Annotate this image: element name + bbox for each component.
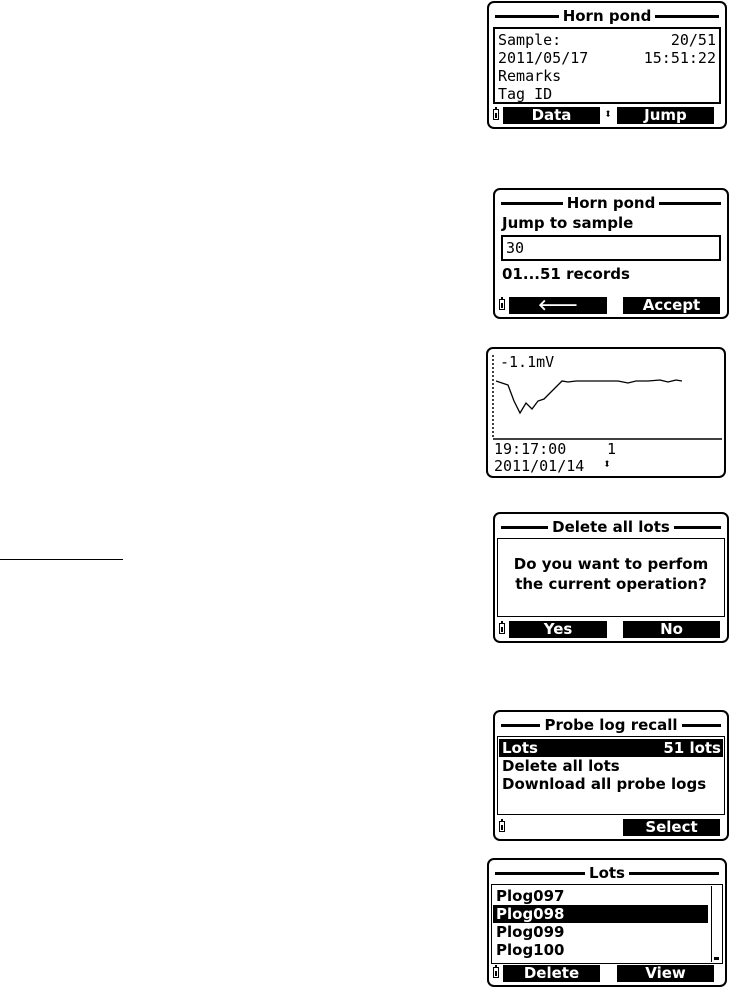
lots-list xyxy=(491,884,723,964)
lot-name: Plog097 xyxy=(496,887,565,905)
battery-icon xyxy=(493,967,499,978)
no-button[interactable]: No xyxy=(623,621,720,638)
lot-name: Plog100 xyxy=(496,941,565,959)
yes-button[interactable]: Yes xyxy=(509,621,607,638)
accept-button[interactable]: Accept xyxy=(623,297,720,314)
screen-graph xyxy=(486,347,726,478)
softkey-bar xyxy=(498,297,724,314)
tag-id-item[interactable]: Tag ID xyxy=(498,85,553,103)
screen-title-bar xyxy=(501,194,721,212)
delete-button[interactable]: Delete xyxy=(503,965,600,982)
menu-item-label: Delete all lots xyxy=(502,757,620,775)
battery-icon xyxy=(499,299,505,310)
menu-item-label: Lots xyxy=(502,739,538,757)
screen-title: Lots xyxy=(589,864,625,882)
up-down-arrow-icon[interactable]: ⬍ xyxy=(603,457,611,472)
jump-button[interactable]: Jump xyxy=(617,107,714,124)
view-button[interactable]: View xyxy=(617,965,714,982)
sample-label: Sample: xyxy=(498,31,562,49)
screen-title-bar xyxy=(501,518,721,536)
confirm-question-line1: Do you want to perfom xyxy=(513,555,709,573)
page-rule xyxy=(0,559,123,560)
softkey-bar xyxy=(498,819,724,836)
graph-reading: -1.1mV xyxy=(500,353,555,371)
screen-title: Probe log recall xyxy=(544,716,678,734)
screen-title: Horn pond xyxy=(562,7,652,25)
log-time: 15:51:22 xyxy=(643,49,716,67)
list-item[interactable] xyxy=(493,941,708,959)
select-button[interactable]: Select xyxy=(623,819,720,836)
graph-date: 2011/01/14 xyxy=(494,457,585,475)
screen-title-bar xyxy=(495,7,719,25)
menu-item-lots[interactable] xyxy=(499,739,723,757)
confirm-question-line2: the current operation? xyxy=(515,575,707,593)
battery-icon xyxy=(493,109,499,120)
data-button[interactable]: Data xyxy=(503,107,600,124)
graph-index: 1 xyxy=(607,440,617,458)
sample-number-value: 30 xyxy=(506,239,525,257)
menu-list xyxy=(497,736,725,815)
battery-icon xyxy=(499,821,505,832)
lots-count: 51 lots xyxy=(663,739,721,757)
screen-probe-log-recall xyxy=(493,710,729,841)
lot-name: Plog098 xyxy=(496,905,565,923)
scrollbar-thumb[interactable] xyxy=(714,957,719,960)
jump-prompt: Jump to sample xyxy=(502,214,634,232)
sample-number-input[interactable] xyxy=(501,235,721,261)
records-range: 01...51 records xyxy=(502,265,630,283)
menu-item-delete-all-lots[interactable] xyxy=(499,757,723,775)
screen-title: Delete all lots xyxy=(552,518,670,536)
data-panel xyxy=(493,27,721,104)
screen-jump-to-sample xyxy=(493,188,729,319)
softkey-bar xyxy=(492,965,722,982)
screen-log-data xyxy=(487,1,727,129)
lot-name: Plog099 xyxy=(496,923,565,941)
graph-trace xyxy=(496,380,682,413)
scrollbar[interactable] xyxy=(711,886,721,962)
menu-item-label: Download all probe logs xyxy=(502,775,707,793)
list-item[interactable] xyxy=(493,887,708,905)
screen-title-bar xyxy=(495,864,719,882)
list-item[interactable] xyxy=(493,923,708,941)
softkey-bar xyxy=(498,621,724,638)
softkey-bar xyxy=(492,107,722,124)
screen-lots xyxy=(487,858,727,987)
graph-time: 19:17:00 xyxy=(494,440,567,458)
back-arrow-button[interactable]: 🡐 xyxy=(509,297,607,314)
screen-title: Horn pond xyxy=(566,194,656,212)
screen-title-bar xyxy=(501,716,721,734)
sample-value: 20/51 xyxy=(670,31,716,49)
up-down-arrow-icon: ⬍ xyxy=(604,107,612,122)
battery-icon xyxy=(499,623,505,634)
screen-delete-confirm xyxy=(493,512,729,643)
confirm-panel xyxy=(497,538,725,617)
list-item-selected[interactable] xyxy=(493,905,708,923)
menu-item-download-all-probe-logs[interactable] xyxy=(499,775,723,793)
remarks-item[interactable]: Remarks xyxy=(498,67,562,85)
log-date: 2011/05/17 xyxy=(498,49,589,67)
